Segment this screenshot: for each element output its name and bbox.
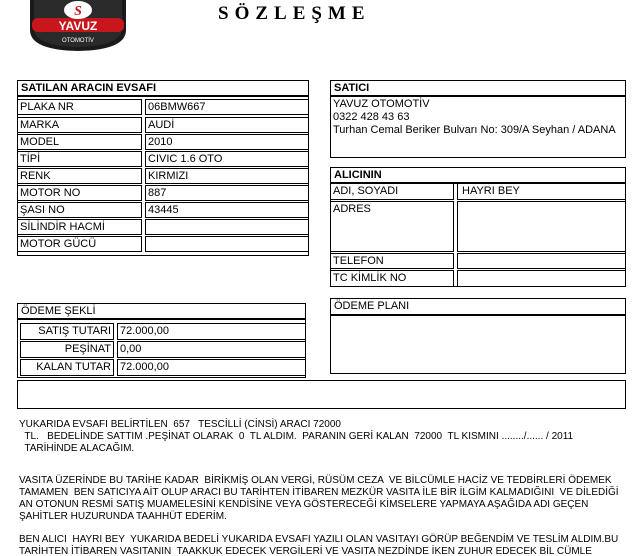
buyer-section-header: ALICININ bbox=[330, 167, 626, 183]
seller-name: YAVUZ OTOMOTİV bbox=[333, 98, 430, 110]
vehicle-label-color: RENK bbox=[17, 168, 142, 184]
payment-plan-box bbox=[330, 315, 626, 374]
buyer-address-value bbox=[457, 201, 626, 252]
vehicle-label-engine-no: MOTOR NO bbox=[17, 185, 142, 201]
vehicle-label-plate: PLAKA NR bbox=[17, 99, 142, 115]
vehicle-label-type: TİPİ bbox=[17, 151, 142, 167]
seller-phone: 0322 428 43 63 bbox=[333, 111, 410, 123]
payment-section-header: ÖDEME ŞEKLİ bbox=[17, 303, 306, 319]
vehicle-label-displacement: SİLİNDİR HACMİ bbox=[17, 219, 142, 235]
payment-plan-header: ÖDEME PLANI bbox=[330, 298, 626, 315]
paragraph-2-line-3: AN OTONUN RESMİ SATIŞ MUAMELESİNİ KENDİSİNE VEYA GÖSTERECEĞİ KİMSELERE YAPMAYA AŞAĞIDA ADI GEÇEN bbox=[19, 499, 589, 510]
buyer-phone-label: TELEFON bbox=[330, 253, 454, 269]
notes-box bbox=[17, 380, 626, 409]
logo-letter: S bbox=[74, 4, 82, 19]
seller-address: Turhan Cemal Beriker Bulvarı No: 309/A Seyhan / ADANA bbox=[333, 124, 616, 136]
vehicle-section-header: SATILAN ARACIN EVSAFI bbox=[17, 80, 309, 96]
company-logo bbox=[28, 0, 128, 52]
vehicle-value-engine-power bbox=[145, 236, 309, 252]
buyer-name-label: ADI, SOYADI bbox=[330, 183, 454, 200]
vehicle-label-chassis-no: ŞASI NO bbox=[17, 202, 142, 218]
buyer-tc-label: TC KİMLİK NO bbox=[330, 270, 454, 287]
paragraph-1-line-3: TARİHİNDE ALACAĞIM. bbox=[19, 443, 135, 454]
paragraph-1-line-2: TL. BEDELİNDE SATTIM .PEŞİNAT OLARAK 0 TL ALDIM. PARANIN GERİ KALAN 72000 TL KISMINI ......../...... / 2011 bbox=[19, 431, 574, 442]
payment-value-remaining: 72.000,00 bbox=[117, 359, 306, 376]
vehicle-value-color: KIRMIZI bbox=[145, 168, 309, 184]
seller-section-header: SATICI bbox=[330, 80, 626, 96]
paragraph-3-line-1: BEN ALICI HAYRI BEY YUKARIDA BEDELİ YUKARIDA EVSAFI YAZILI OLAN VASITAYI GÖRÜP BEĞENDİM VE TESLİM ALDIM.BU bbox=[19, 534, 619, 545]
payment-label-down-payment: PEŞİNAT bbox=[20, 341, 114, 358]
vehicle-value-model: 2010 bbox=[145, 134, 309, 150]
logo-subtitle: OTOMOTİV bbox=[62, 38, 94, 44]
payment-label-sale-amount: SATIŞ TUTARI bbox=[20, 323, 114, 340]
paragraph-2-line-4: ŞAHİTLER HUZURUNDA TAAHHÜT EDERİM. bbox=[19, 511, 227, 522]
vehicle-value-chassis-no: 43445 bbox=[145, 202, 309, 218]
vehicle-label-engine-power: MOTOR GÜCÜ bbox=[17, 236, 142, 252]
document-title: SÖZLEŞME bbox=[218, 3, 371, 24]
paragraph-3-line-2: TARİHTEN İTİBAREN VASITANIN TAAKKUK EDECEK VERGİLERİ VE VASITA NEZDİNDE İKEN ZUHUR EDECEK BİL CÜMLE bbox=[19, 546, 592, 556]
buyer-name-value: HAYRI BEY bbox=[457, 183, 626, 200]
payment-label-remaining: KALAN TUTAR bbox=[20, 359, 114, 376]
vehicle-value-engine-no: 887 bbox=[145, 185, 309, 201]
vehicle-label-brand: MARKA bbox=[17, 117, 142, 133]
paragraph-2-line-2: TAMAMEN BEN SATICIYA AİT OLUP ARACI BU TARİHTEN İTİBAREN MEZKÜR VASITA İLE BİR İLGİM KALMADIĞINI VE DİLEDİĞİ bbox=[19, 487, 619, 498]
paragraph-1-line-1: YUKARIDA EVSAFI BELİRTİLEN 657 TESCİLLİ (CİNSİ) ARACI 72000 bbox=[19, 419, 341, 430]
vehicle-value-displacement bbox=[145, 219, 309, 235]
payment-value-sale-amount: 72.000,00 bbox=[117, 323, 306, 340]
payment-value-down-payment: 0,00 bbox=[117, 341, 306, 358]
vehicle-value-plate: 06BMW667 bbox=[145, 99, 309, 115]
buyer-address-label: ADRES bbox=[330, 201, 454, 252]
vehicle-label-model: MODEL bbox=[17, 134, 142, 150]
buyer-phone-value bbox=[457, 253, 626, 269]
vehicle-value-brand: AUDİ bbox=[145, 117, 309, 133]
buyer-tc-value bbox=[457, 270, 626, 287]
paragraph-2-line-1: VASITA ÜZERİNDE BU TARİHE KADAR BİRİKMİŞ OLAN VERGİ, RÜSÜM CEZA VE BİLCÜMLE HACİZ VE TEDBİRLERİ ÖDEMEK bbox=[19, 475, 612, 486]
logo-brand: YAVUZ bbox=[58, 19, 98, 33]
vehicle-value-type: CIVIC 1.6 OTO bbox=[145, 151, 309, 167]
